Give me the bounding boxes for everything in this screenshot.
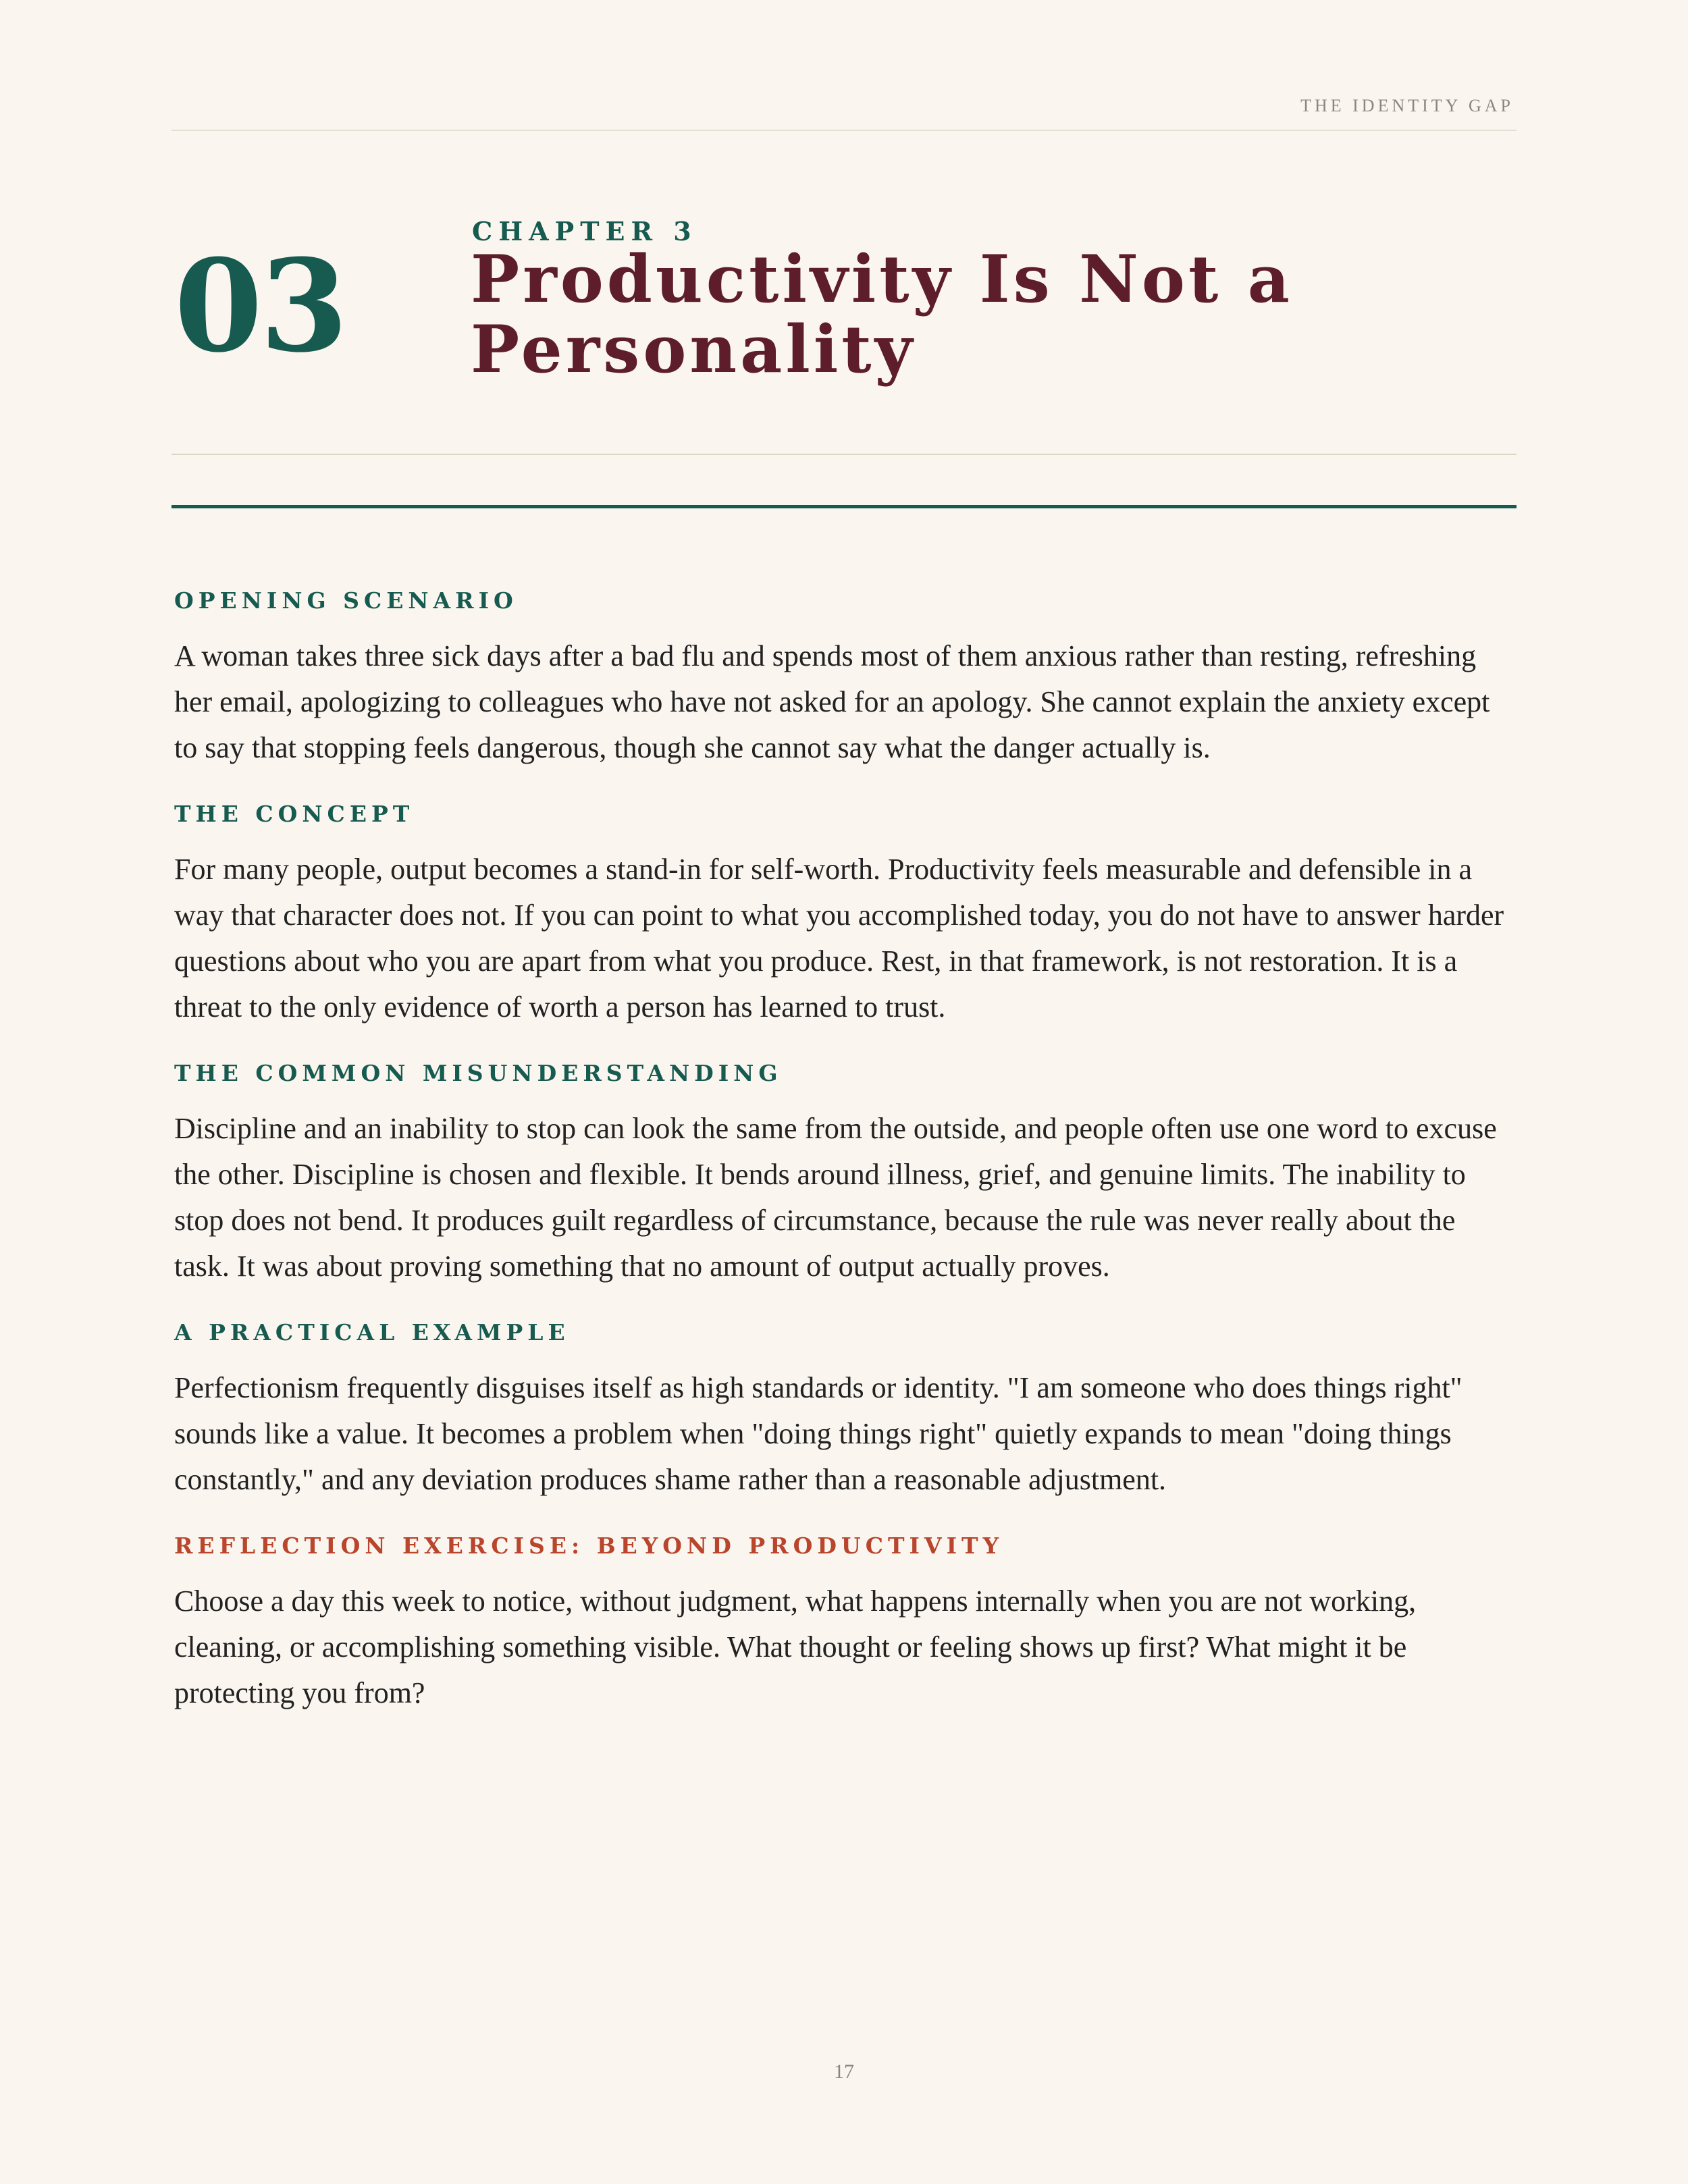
title-divider-thick xyxy=(172,505,1516,508)
header-divider xyxy=(172,130,1516,131)
section-the-concept xyxy=(174,794,1518,1030)
title-divider-thin xyxy=(172,454,1516,455)
section-body: For many people, output becomes a stand-in for self-worth. Productivity feels measurable and defensible in a way that character does not. If you can point to what you accomplished today, you do not have to answer harder questions about who you are apart from what you produce. Rest, in that framework, is not restoration. It is a threat to the only evidence of worth a person has learned to trust. xyxy=(174,853,1504,1023)
section-opening-scenario xyxy=(174,581,1518,771)
section-practical-example xyxy=(174,1312,1518,1503)
section-heading: THE COMMON MISUNDERSTANDING xyxy=(174,1060,783,1086)
chapter-title: Productivity Is Not a Personality xyxy=(471,241,1293,388)
section-reflection-exercise xyxy=(174,1526,1518,1716)
section-common-misunderstanding xyxy=(174,1053,1518,1289)
running-head: THE IDENTITY GAP xyxy=(1300,96,1514,115)
chapter-label: CHAPTER 3 xyxy=(472,216,697,246)
section-heading: A PRACTICAL EXAMPLE xyxy=(174,1319,570,1346)
section-body: Choose a day this week to notice, without judgment, what happens internally when you are not working, cleaning, or accomplishing something visible. What thought or feeling shows up first? What might it be protecting you from? xyxy=(174,1584,1417,1709)
section-body: Perfectionism frequently disguises itself as high standards or identity. "I am someone who does things right" sounds like a value. It becomes a problem when "doing things right" quietly expands to mean "doing things constantly," and any deviation produces shame rather than a reasonable adjustment. xyxy=(174,1371,1462,1496)
section-body: A woman takes three sick days after a bad flu and spends most of them anxious rather than resting, refreshing her email, apologizing to colleagues who have not asked for an apology. She cannot explain the anxiety except to say that stopping feels dangerous, though she cannot say what the danger actually is. xyxy=(174,639,1490,764)
chapter-content xyxy=(174,581,1518,1739)
section-body: Discipline and an inability to stop can look the same from the outside, and people often use one word to excuse the other. Discipline is chosen and flexible. It bends around illness, grief, and genuine limits. The inability to stop does not bend. It produces guilt regardless of circumstance, because the rule was never really about the task. It was about proving something that no amount of output actually proves. xyxy=(174,1112,1497,1283)
page-number: 17 xyxy=(834,2060,854,2083)
section-heading: OPENING SCENARIO xyxy=(174,587,518,614)
chapter-number: 03 xyxy=(174,232,346,381)
section-heading-accent: REFLECTION EXERCISE: BEYOND PRODUCTIVITY xyxy=(174,1533,1004,1559)
section-heading: THE CONCEPT xyxy=(174,801,415,827)
